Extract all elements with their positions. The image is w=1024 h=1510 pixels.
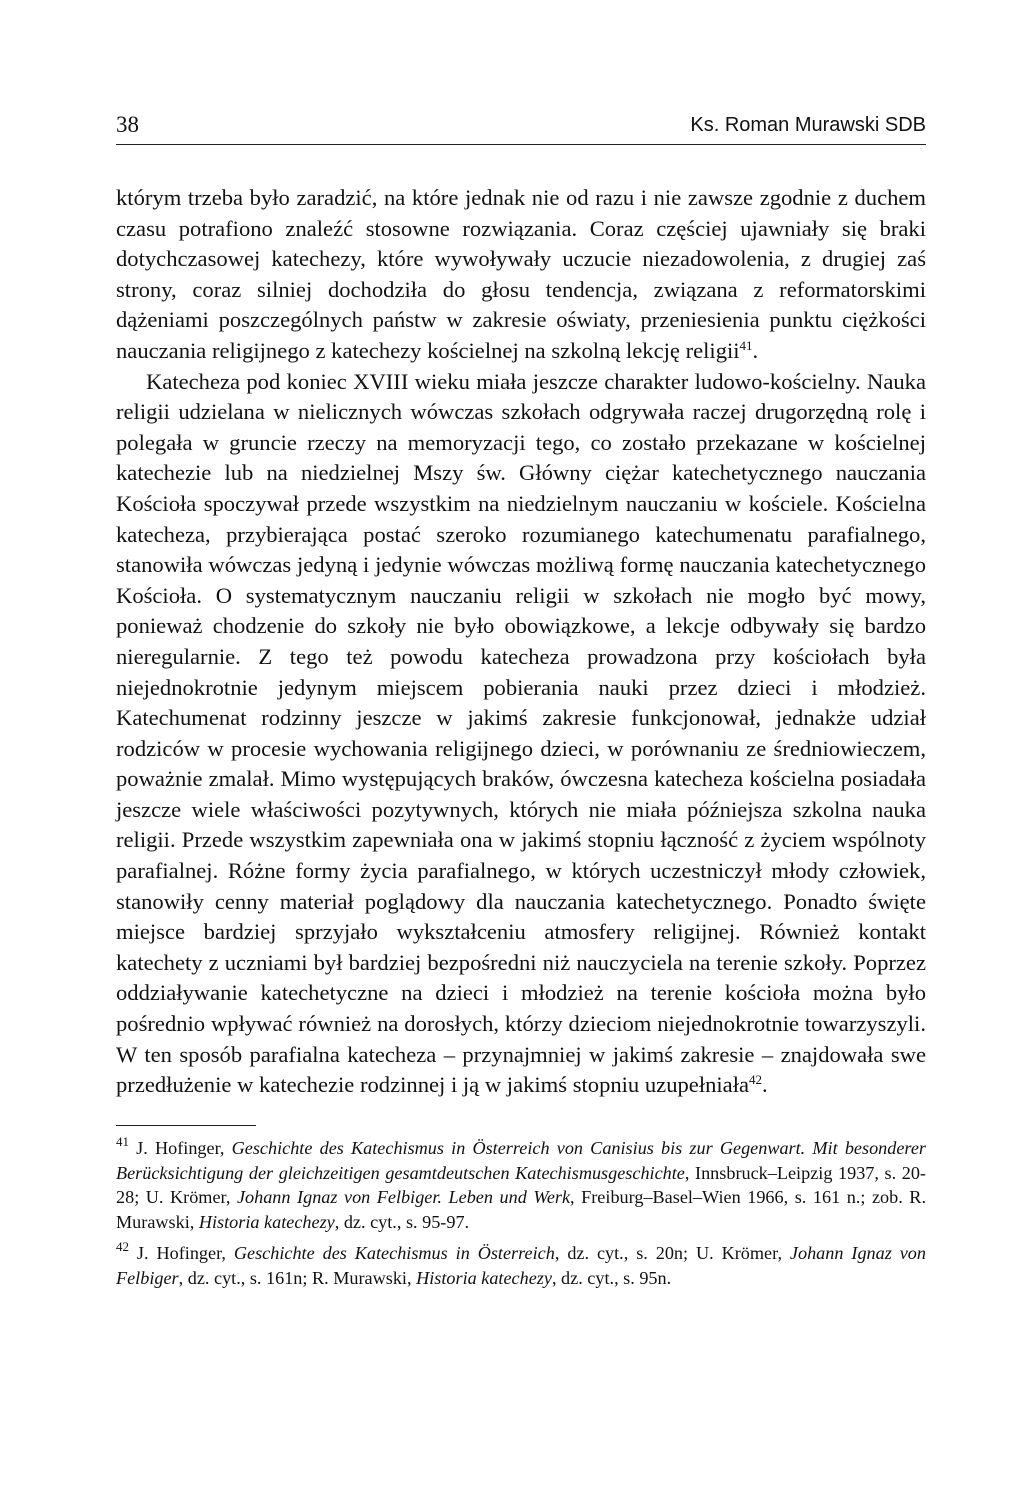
- footnote-italic-title: Johann Ignaz von Felbiger: [116, 1243, 926, 1288]
- footnote-text: [116, 1243, 926, 1288]
- document-page: [116, 112, 926, 1297]
- footnotes: [116, 1133, 926, 1291]
- footnote-italic-title: Johann Ignaz von Felbiger. Leben und Werk: [236, 1187, 571, 1208]
- footnote-42: [116, 1241, 926, 1291]
- paragraph-2: [116, 367, 926, 1101]
- footnote-mark: 42: [116, 1239, 129, 1254]
- page-number: 38: [116, 112, 139, 137]
- footnote-41: [116, 1133, 926, 1235]
- footnote-run: , dz. cyt., s. 95n.: [551, 1267, 672, 1288]
- footnote-divider: [116, 1125, 256, 1126]
- footnote-run: J. Hofinger,: [129, 1137, 232, 1158]
- footnote-italic-title: Historia katechezy: [198, 1212, 335, 1233]
- footnote-ref-42[interactable]: 42: [749, 1072, 763, 1088]
- paragraph-1: [116, 183, 926, 367]
- footnote-italic-title: Geschichte des Katechismus in Österreich: [233, 1243, 555, 1263]
- footnote-run: , Innsbruck–Leipzig 1937, s. 20-28; U. Krömer,: [116, 1162, 926, 1208]
- footnote-run: , Freiburg–Basel–Wien 1966, s. 161 n.; zob. R. Murawski,: [116, 1187, 926, 1233]
- footnote-text: [116, 1138, 926, 1232]
- page-header: [116, 112, 926, 145]
- paragraph-end: .: [762, 1072, 768, 1098]
- footnote-italic-title: Geschichte des Katechismus in Österreich von Canisius bis zur Gegenwart. Mit besonderer Berücksichtigung der gleichzeitigen gesamtdeutschen Katechismusgeschichte: [116, 1137, 926, 1183]
- footnote-ref-41[interactable]: 41: [739, 337, 753, 353]
- main-text: [116, 183, 926, 1101]
- footnote-mark: 41: [116, 1133, 129, 1149]
- footnote-run: , dz. cyt., s. 161n; R. Murawski,: [178, 1267, 417, 1288]
- footnote-italic-title: Historia katechezy: [416, 1267, 552, 1288]
- paragraph-end: .: [752, 337, 759, 363]
- paragraph-text: którym trzeba było zaradzić, na które jednak nie od razu i nie zawsze zgodnie z duchem czasu potrafiono znaleźć stosowne rozwiązania. Coraz częściej ujawniały się braki dotychczasowej katechezy, które wywoływały uczucie niezadowolenia, z drugiej zaś strony, coraz silniej dochodziła do głosu tendencja, związana z reformatorskimi dążeniami poszczególnych państw w zakresie oświaty, przeniesienia punktu ciężkości nauczania religijnego z katechezy kościelnej na szkolną lekcję religii: [116, 185, 926, 363]
- running-head: Ks. Roman Murawski SDB: [690, 114, 926, 136]
- footnote-run: J. Hofinger,: [129, 1243, 234, 1263]
- paragraph-text: Katecheza pod koniec XVIII wieku miała jeszcze charakter ludowo-kościelny. Nauka religii udzielana w nielicznych wówczas szkołach odgrywała raczej drugorzędną rolę i polegała w gruncie rzeczy na memoryzacji tego, co zostało przekazane w kościelnej katechezie lub na niedzielnej Mszy św. Główny ciężar katechetycznego nauczania Kościoła spoczywał przede wszystkim na niedzielnym nauczaniu w kościele. Kościelna katecheza, przybierająca postać szeroko rozumianego katechumenatu parafialnego, stanowiła wówczas jedyną i jedynie wówczas możliwą formę nauczania katechetycznego Kościoła. O systematycznym nauczaniu religii w szkołach nie mogło być mowy, ponieważ chodzenie do szkoły nie było obowiązkowe, a lekcje odbywały się bardzo nieregularnie. Z tego też powodu katecheza prowadzona przy kościołach była niejednokrotnie jedynym miejscem pobierania nauki przez dzieci i młodzież. Katechumenat rodzinny jeszcze w jakimś zakresie funkcjonował, jednakże udział rodziców w procesie wychowania religijnego dzieci, w porównaniu ze średniowieczem, poważnie zmalał. Mimo występujących braków, ówczesna katecheza kościelna posiadała jeszcze wiele właściwości pozytywnych, których nie miała późniejsza szkolna nauka religii. Przede wszystkim zapewniała ona w jakimś stopniu łączność z życiem wspólnoty parafialnej. Różne formy życia parafialnego, w których uczestniczył młody człowiek, stanowiły cenny materiał poglądowy dla nauczania katechetycznego. Ponadto święte miejsce bardziej sprzyjało wykształceniu atmosfery religijnej. Również kontakt katechety z uczniami był bardziej bezpośredni niż nauczyciela na terenie szkoły. Poprzez oddziaływanie katechetyczne na dzieci i młodzież na terenie kościoła można było pośrednio wpływać również na dorosłych, którzy dzieciom niejednokrotnie towarzyszyli. W ten sposób parafialna katecheza – przynajmniej w jakimś zakresie – znajdowała swe przedłużenie w katechezie rodzinnej i ją w jakimś stopniu uzupełniała: [116, 368, 926, 1098]
- footnote-run: , dz. cyt., s. 95-97.: [334, 1212, 470, 1233]
- footnote-run: , dz. cyt., s. 20n; U. Krömer,: [554, 1243, 790, 1263]
